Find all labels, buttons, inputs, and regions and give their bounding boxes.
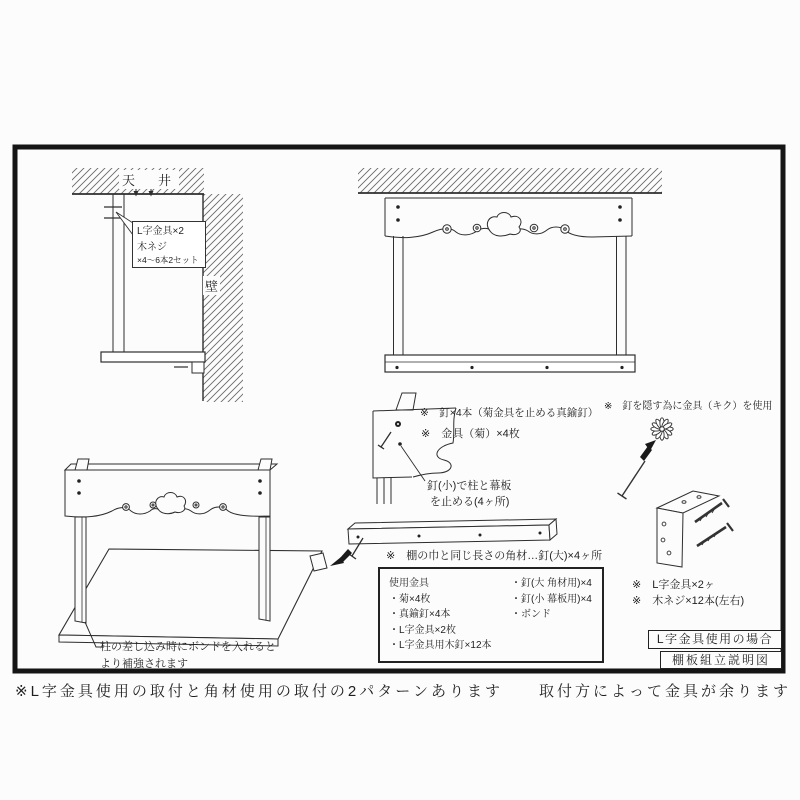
hardware-item: ・釘(小 幕板用)×4 [511, 593, 592, 605]
wood-screw-icons [695, 499, 733, 546]
hardware-list-box [378, 567, 604, 663]
note-timber: ※ 棚の巾と同じ長さの角材…釘(大)×4ヶ所 [386, 550, 603, 562]
note-hide-nail: ※ 釘を隠す為に金具（キク）を使用 [604, 401, 773, 412]
tenon-tab [396, 393, 416, 410]
perspective-diagram [59, 459, 327, 647]
hardware-item: ・菊×4枚 [389, 593, 431, 605]
note-lbracket-count: ※ L字金具×2ヶ [632, 579, 715, 591]
note-small-nail-1: 釘(小)で柱と幕板 [427, 480, 512, 492]
l-bracket-callout [132, 221, 206, 268]
bond-note-1: 柱の差し込み時にボンドを入れると [100, 641, 276, 653]
brass-nail-icon [618, 461, 646, 499]
shelf-board-3d [59, 549, 322, 639]
hardware-item: ・真鍮釘×4本 [389, 609, 451, 620]
hardware-item: ・釘(大 角材用)×4 [511, 578, 592, 589]
ceiling-hatch-2 [358, 168, 662, 193]
l-bracket-3d-icon [657, 491, 719, 567]
post-left-3d [75, 517, 86, 623]
sheet-title-box: 棚板組立説明図 [660, 651, 782, 669]
hardware-item: ・L字金具用木釘×12本 [389, 640, 492, 651]
hardware-item: ・L字金具×2枚 [389, 624, 456, 636]
tenon-right [258, 459, 272, 470]
callout-line3: ×4～6本2セット [137, 255, 199, 265]
note-wood-screws: ※ 木ネジ×12本(左右) [632, 595, 745, 607]
note-kiku-count: ※ 金具（菊）×4枚 [421, 428, 520, 440]
tenon-left [75, 459, 89, 470]
wall-cleat [192, 362, 204, 373]
hardware-title: 使用金具 [389, 578, 429, 589]
wall-label: 壁 [203, 276, 220, 295]
front-view-diagram [358, 168, 662, 372]
callout-line1: L字金具×2 [137, 226, 184, 237]
ceiling-label: 天 井 [119, 170, 179, 189]
shelf-board-side [101, 352, 205, 362]
bond-note-2: より補強されます [100, 658, 188, 670]
note-brass-nails: ※ 釘×4本（菊金具を止める真鍮釘） [420, 407, 599, 419]
kiku-hardware-group [618, 418, 674, 499]
case-label-box: L字金具使用の場合 [648, 630, 782, 649]
hardware-item: ・ボンド [511, 609, 551, 620]
arrow-to-notch-icon [330, 549, 352, 566]
post-right-3d [259, 517, 270, 621]
shelf-board-front [385, 355, 635, 372]
small-nail-icon [381, 432, 391, 447]
arrow-to-flower-icon [640, 440, 656, 461]
footer-caption: ※L字金具使用の取付と角材使用の取付の2パターンあります 取付方によって金具が余ります [15, 683, 791, 700]
wall-hatch [203, 194, 243, 402]
note-small-nail-2: を止める(4ヶ所) [430, 496, 510, 508]
kiku-flower-icon [651, 418, 673, 440]
cloud-motif [487, 213, 521, 236]
callout-line2: 木ネジ [137, 242, 167, 253]
